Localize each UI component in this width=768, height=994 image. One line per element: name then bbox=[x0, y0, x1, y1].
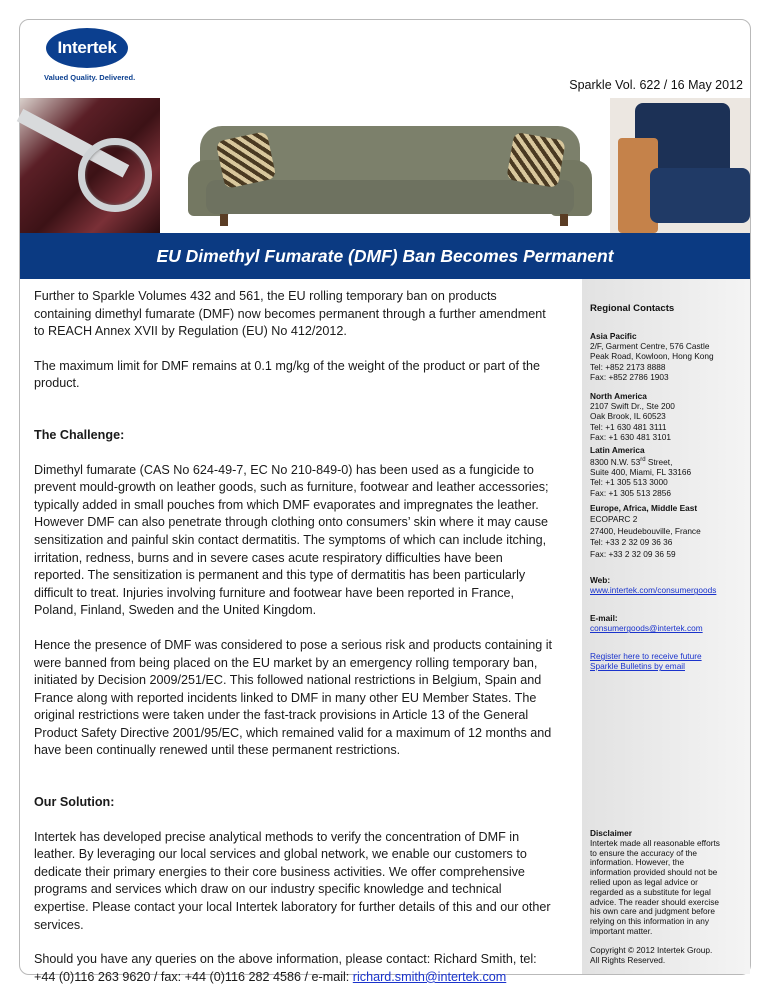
region-heading: Europe, Africa, Middle East bbox=[590, 503, 698, 513]
leather-belt-image bbox=[20, 98, 160, 233]
disclaimer-line: important matter. bbox=[590, 925, 653, 936]
title-banner bbox=[20, 233, 750, 279]
copyright bbox=[590, 945, 745, 965]
disclaimer-line: Intertek made all reasonable efforts bbox=[590, 837, 720, 848]
address-part: 8300 N.W. 53 bbox=[590, 456, 641, 467]
copyright-line: All Rights Reserved. bbox=[590, 955, 666, 966]
contact-europe bbox=[590, 503, 745, 560]
main-content bbox=[34, 288, 554, 986]
email-label: E-mail: bbox=[590, 613, 618, 623]
contact-text: Should you have any queries on the above information, please contact: Richard Smith, tel: +44 (0)116 263 9620 / fax: +44 (0)116 282 4586 / e-mail: bbox=[34, 952, 537, 984]
challenge-paragraph-2: Hence the presence of DMF was considered to pose a serious risk and products containing it were banned from being placed on the EU market by an emergency rolling temporary ban, initiated by Decision 2009/251/EC. This followed national restrictions in Belgium, Spain and France along with reported incidents linked to DMF in many other EU Member States. The original restrictions were taken under the fast-track provisions in Article 13 of the General Product Safety Directive 2001/95/EC, which remained valid for a maximum of 12 months and have been continually renewed until these permanent restrictions. bbox=[34, 637, 553, 758]
sofa-leg bbox=[560, 214, 568, 226]
region-heading: Latin America bbox=[590, 445, 645, 455]
email-link[interactable]: consumergoods@intertek.com bbox=[590, 623, 703, 634]
page-title: EU Dimethyl Fumarate (DMF) Ban Becomes Permanent bbox=[156, 246, 614, 266]
address-line bbox=[590, 455, 745, 467]
web-label: Web: bbox=[590, 575, 611, 585]
disclaimer-line: information provided should not be bbox=[590, 867, 718, 878]
disclaimer-line: relying on this information in any bbox=[590, 916, 709, 927]
website-link[interactable]: www.intertek.com/consumergoods bbox=[590, 585, 717, 596]
web-contact bbox=[590, 575, 745, 595]
logo-tagline: Valued Quality. Delivered. bbox=[44, 73, 136, 82]
disclaimer-heading: Disclaimer bbox=[590, 828, 632, 838]
fax-line: Fax: +1 630 481 3101 bbox=[590, 431, 671, 442]
register-link-line-1[interactable]: Register here to receive future bbox=[590, 651, 702, 661]
register-link[interactable] bbox=[590, 651, 745, 671]
address-line: Peak Road, Kowloon, Hong Kong bbox=[590, 351, 714, 362]
fax-line: Fax: +1 305 513 2856 bbox=[590, 487, 671, 498]
contact-paragraph bbox=[34, 951, 554, 986]
sofa-leg bbox=[220, 214, 228, 226]
region-heading: Asia Pacific bbox=[590, 331, 637, 341]
region-heading: North America bbox=[590, 391, 647, 401]
address-line: ECOPARC 2 bbox=[590, 514, 638, 525]
header-photos bbox=[20, 98, 750, 233]
disclaimer-line: his own care and judgment before bbox=[590, 906, 715, 917]
chair-seat bbox=[650, 168, 750, 223]
disclaimer-line: relied upon as legal advice or bbox=[590, 876, 698, 887]
address-line: 2107 Swift Dr., Ste 200 bbox=[590, 401, 675, 412]
disclaimer-line: information. However, the bbox=[590, 857, 685, 868]
address-part: Street, bbox=[645, 456, 673, 467]
challenge-paragraph-1: Dimethyl fumarate (CAS No 624-49-7, EC No 210-849-0) has been used as a fungicide to prevent mould-growth on leather goods, such as furniture, footwear and leather accessories; typically added in small pouches from which DMF evaporates and impregnates the leather. However DMF can also penetrate through clothing onto consumers’ skin where it may cause sensitization and painful skin contact dermatitis. The symptoms of which can include itching, irritation, redness, burns and in severe cases acute respiratory difficulties have been reported. The sensitization is permanent and this type of dermatitis has been particularly difficult to treat. Injuries involving furniture and footwear have been reported in France, Poland, Finland, Sweden and the United Kingdom. bbox=[34, 462, 549, 618]
sofa-seat bbox=[206, 180, 574, 214]
pillow-right bbox=[506, 132, 566, 188]
address-superscript: rd bbox=[640, 457, 646, 464]
address-line: 27400, Heudebouville, France bbox=[590, 525, 701, 536]
intro-paragraph-2: The maximum limit for DMF remains at 0.1 mg/kg of the weight of the product or part of the product. bbox=[34, 358, 541, 391]
copyright-line: Copyright © 2012 Intertek Group. bbox=[590, 945, 713, 955]
address-line: Oak Brook, IL 60523 bbox=[590, 411, 666, 422]
contact-asia-pacific bbox=[590, 331, 745, 382]
contact-email-link[interactable]: richard.smith@intertek.com bbox=[352, 969, 507, 984]
email-contact bbox=[590, 613, 745, 633]
regional-contacts-heading: Regional Contacts bbox=[590, 303, 675, 314]
register-link-line-2[interactable]: Sparkle Bulletins by email bbox=[590, 661, 685, 672]
disclaimer-line: to ensure the accuracy of the bbox=[590, 847, 698, 858]
solution-heading: Our Solution: bbox=[34, 795, 115, 810]
phone-line: Tel: +852 2173 8888 bbox=[590, 361, 666, 372]
disclaimer bbox=[590, 829, 745, 937]
solution-paragraph: Intertek has developed precise analytical methods to verify the concentration of DMF in leather. By leveraging our local services and global network, we enable our customers to dedicate their primary energies to their core business activities. We offer comprehensive programs and services which draw on our industry specific knowledge and technical expertise. Please contact your local Intertek laboratory for further details of this and our other services. bbox=[34, 829, 551, 932]
contact-north-america bbox=[590, 391, 745, 442]
disclaimer-line: advice. The reader should exercise bbox=[590, 896, 719, 907]
newsletter-page bbox=[19, 19, 751, 984]
intro-paragraph-1: Further to Sparkle Volumes 432 and 561, the EU rolling temporary ban on products containing dimethyl fumarate (DMF) now becomes permanent through a further amendment to REACH Annex XVII by Regulation (EU) No 412/2012. bbox=[34, 289, 546, 339]
intertek-logo[interactable] bbox=[44, 28, 144, 82]
issue-line: Sparkle Vol. 622 / 16 May 2012 bbox=[569, 78, 743, 92]
phone-line: Tel: +1 630 481 3111 bbox=[590, 421, 667, 432]
address-line: 2/F, Garment Centre, 576 Castle bbox=[590, 341, 710, 352]
belt-ring-shape bbox=[78, 138, 152, 212]
phone-line: Tel: +33 2 32 09 36 36 bbox=[590, 537, 673, 548]
address-line: Suite 400, Miami, FL 33166 bbox=[590, 467, 692, 478]
contact-latin-america bbox=[590, 445, 745, 498]
fax-line: Fax: +33 2 32 09 36 59 bbox=[590, 548, 676, 559]
sidebar bbox=[582, 279, 750, 974]
challenge-heading: The Challenge: bbox=[34, 427, 125, 442]
fax-line: Fax: +852 2786 1903 bbox=[590, 371, 669, 382]
disclaimer-line: regarded as a substitute for legal bbox=[590, 886, 711, 897]
logo-wordmark: Intertek bbox=[46, 28, 128, 68]
phone-line: Tel: +1 305 513 3000 bbox=[590, 477, 668, 488]
